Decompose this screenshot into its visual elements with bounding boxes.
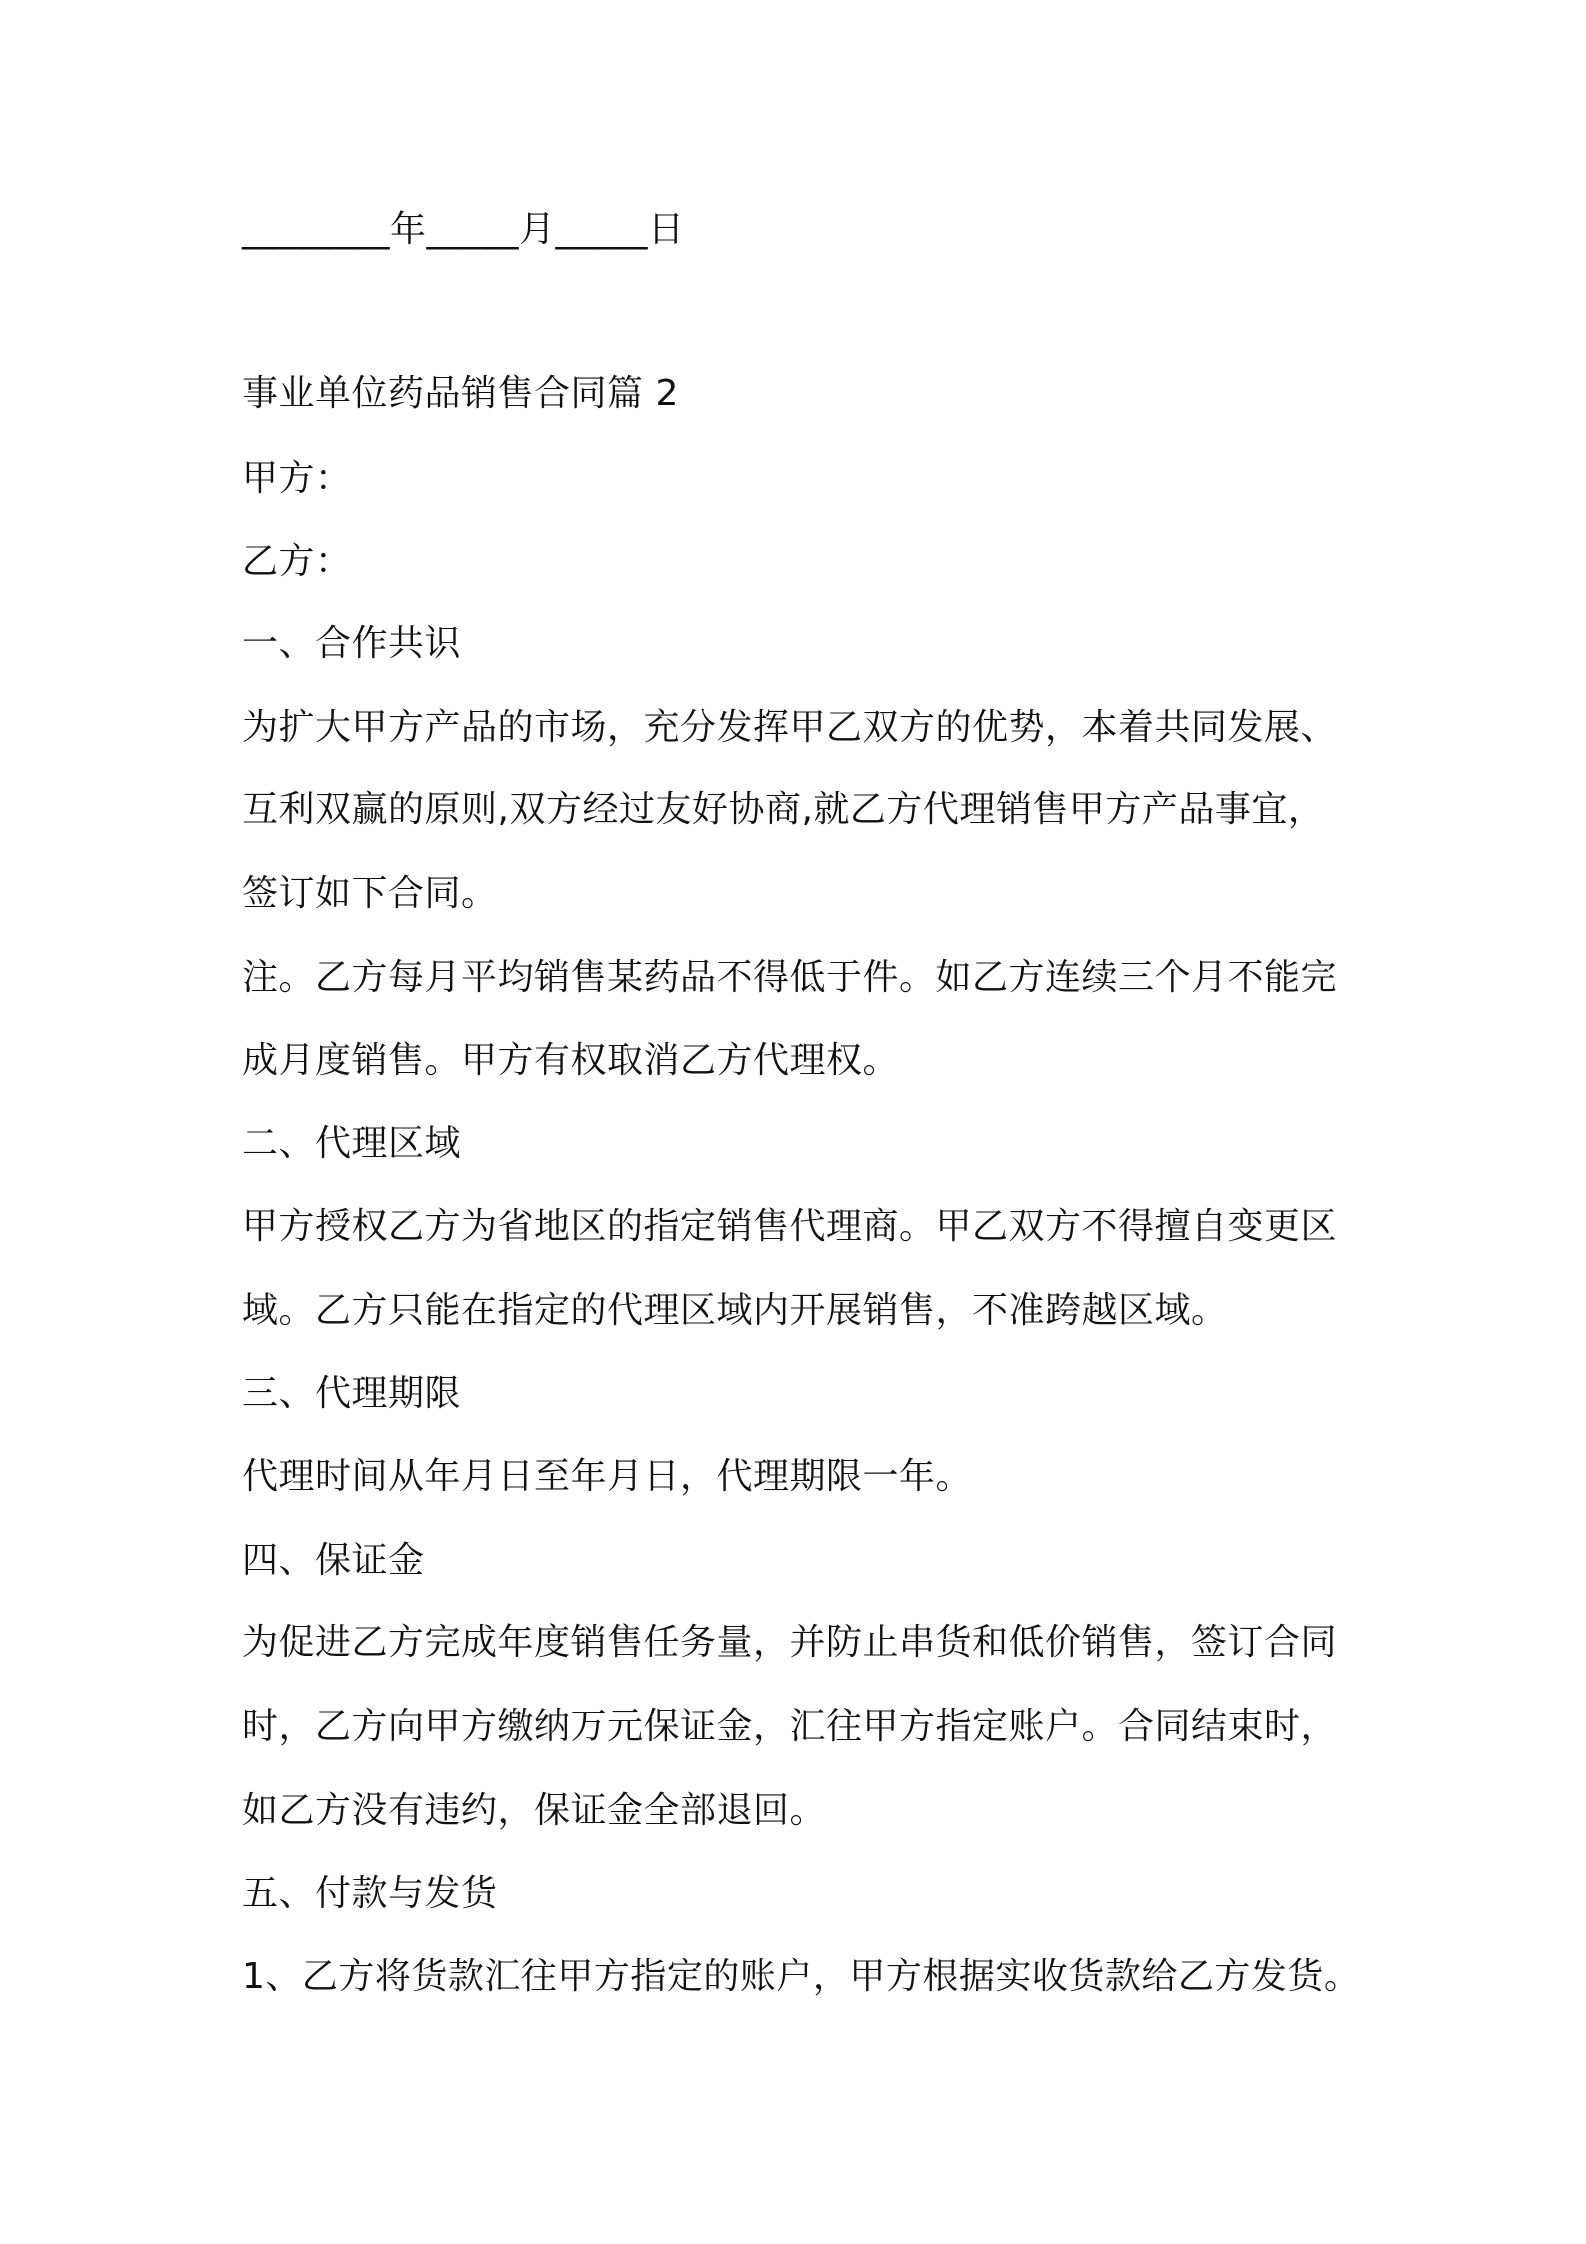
paragraph-line: 签订如下合同。 (242, 873, 498, 914)
section-heading: 四、保证金 (242, 1540, 425, 1581)
list-item: 1、乙方将货款汇往甲方指定的账户，甲方根据实收货款给乙方发货。 (242, 1956, 1361, 1997)
paragraph-line: 成月度销售。甲方有权取消乙方代理权。 (242, 1040, 900, 1081)
paragraph-line: 代理时间从年月日至年月日，代理期限一年。 (242, 1456, 973, 1497)
paragraph-line: 为扩大甲方产品的市场，充分发挥甲乙双方的优势，本着共同发展、 (242, 707, 1338, 748)
party-b-label: 乙方： (242, 541, 352, 582)
date-line: ________年_____月_____日 (242, 209, 685, 250)
paragraph-line: 域。乙方只能在指定的代理区域内开展销售，不准跨越区域。 (242, 1290, 1228, 1331)
section-heading: 二、代理区域 (242, 1123, 462, 1164)
party-a-label: 甲方： (242, 458, 352, 499)
section-heading: 三、代理期限 (242, 1373, 462, 1414)
section-heading: 一、合作共识 (242, 623, 462, 664)
paragraph-line: 互利双赢的原则,双方经过友好协商,就乙方代理销售甲方产品事宜， (242, 789, 1325, 830)
paragraph-line: 如乙方没有违约，保证金全部退回。 (242, 1790, 827, 1831)
paragraph-line: 甲方授权乙方为省地区的指定销售代理商。甲乙双方不得擅自变更区 (242, 1206, 1338, 1247)
paragraph-line: 为促进乙方完成年度销售任务量，并防止串货和低价销售，签订合同 (242, 1622, 1338, 1663)
paragraph-line: 注。乙方每月平均销售某药品不得低于件。如乙方连续三个月不能完 (242, 957, 1338, 998)
paragraph-line: 时，乙方向甲方缴纳万元保证金，汇往甲方指定账户。合同结束时， (242, 1706, 1338, 1747)
document-title: 事业单位药品销售合同篇 2 (242, 373, 679, 414)
section-heading: 五、付款与发货 (242, 1873, 498, 1914)
